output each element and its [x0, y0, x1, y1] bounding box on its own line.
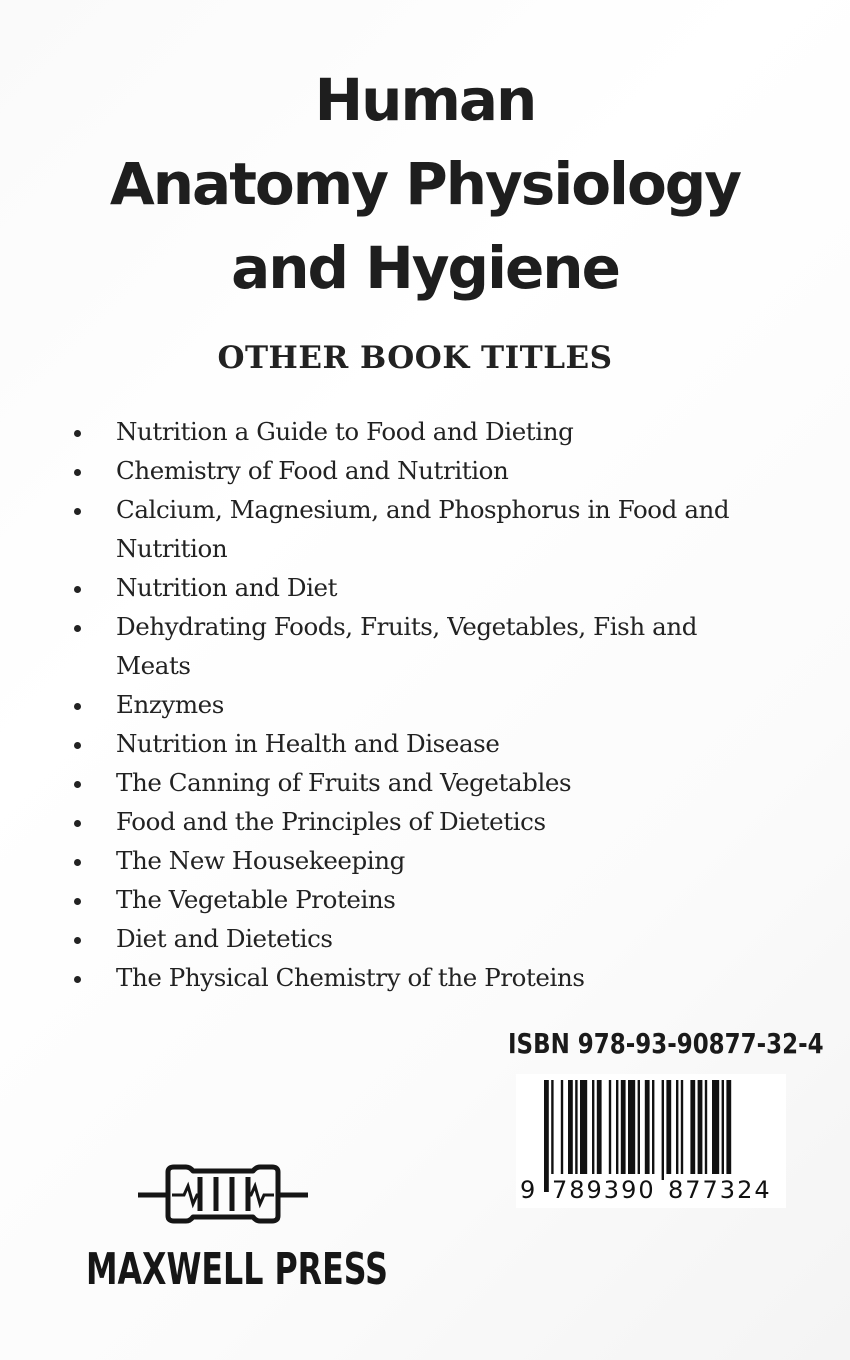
barcode-bar	[544, 1080, 549, 1192]
barcode-bar	[561, 1080, 563, 1180]
barcode-bar	[662, 1080, 664, 1180]
barcode-bar	[652, 1080, 654, 1180]
list-item: Calcium, Magnesium, and Phosphorus in Food and Nutrition	[72, 490, 772, 568]
barcode-bar	[698, 1080, 703, 1180]
barcode-bar	[609, 1080, 611, 1180]
list-item: Nutrition in Health and Disease	[72, 724, 772, 763]
barcode-left-digits: 789390	[552, 1176, 656, 1204]
barcode-bar	[666, 1080, 671, 1180]
other-titles-list	[72, 412, 772, 997]
barcode-bar	[592, 1080, 594, 1180]
list-item: Enzymes	[72, 685, 772, 724]
list-item: The Vegetable Proteins	[72, 880, 772, 919]
barcode-bar	[712, 1080, 719, 1180]
list-item: The Physical Chemistry of the Proteins	[72, 958, 772, 997]
list-item: Food and the Principles of Dietetics	[72, 802, 772, 841]
list-item: The New Housekeeping	[72, 841, 772, 880]
title-line: Human	[314, 66, 536, 134]
barcode-bar	[580, 1080, 587, 1180]
list-item: Dehydrating Foods, Fruits, Vegetables, Fish and Meats	[72, 607, 772, 685]
list-item: Nutrition a Guide to Food and Dieting	[72, 412, 772, 451]
barcode-bar	[568, 1080, 573, 1180]
barcode-bar	[705, 1080, 707, 1180]
barcode-bar	[575, 1080, 577, 1180]
barcode-first-digit: 9	[520, 1176, 536, 1204]
barcode-bar	[676, 1080, 678, 1180]
other-titles-heading: OTHER BOOK TITLES	[217, 340, 613, 376]
list-item: Nutrition and Diet	[72, 568, 772, 607]
list-item: Chemistry of Food and Nutrition	[72, 451, 772, 490]
barcode-bar	[628, 1080, 635, 1180]
resistor-heartbeat-icon	[138, 1164, 308, 1224]
isbn-label: ISBN 978-93-90877-32-4	[508, 1027, 824, 1060]
book-title	[0, 58, 850, 310]
barcode-right-digits: 877324	[668, 1176, 772, 1204]
barcode-bar	[722, 1080, 724, 1180]
list-item: Diet and Dietetics	[72, 919, 772, 958]
barcode	[516, 1074, 786, 1208]
barcode-bar	[621, 1080, 626, 1180]
barcode-bar	[690, 1080, 695, 1180]
title-line: and Hygiene	[231, 234, 619, 302]
barcode-bar	[597, 1080, 602, 1180]
publisher-name: MAXWELL PRESS	[86, 1244, 388, 1295]
barcode-bar	[681, 1080, 683, 1180]
title-line: Anatomy Physiology	[109, 150, 741, 218]
list-item: The Canning of Fruits and Vegetables	[72, 763, 772, 802]
barcode-bar	[616, 1080, 618, 1180]
